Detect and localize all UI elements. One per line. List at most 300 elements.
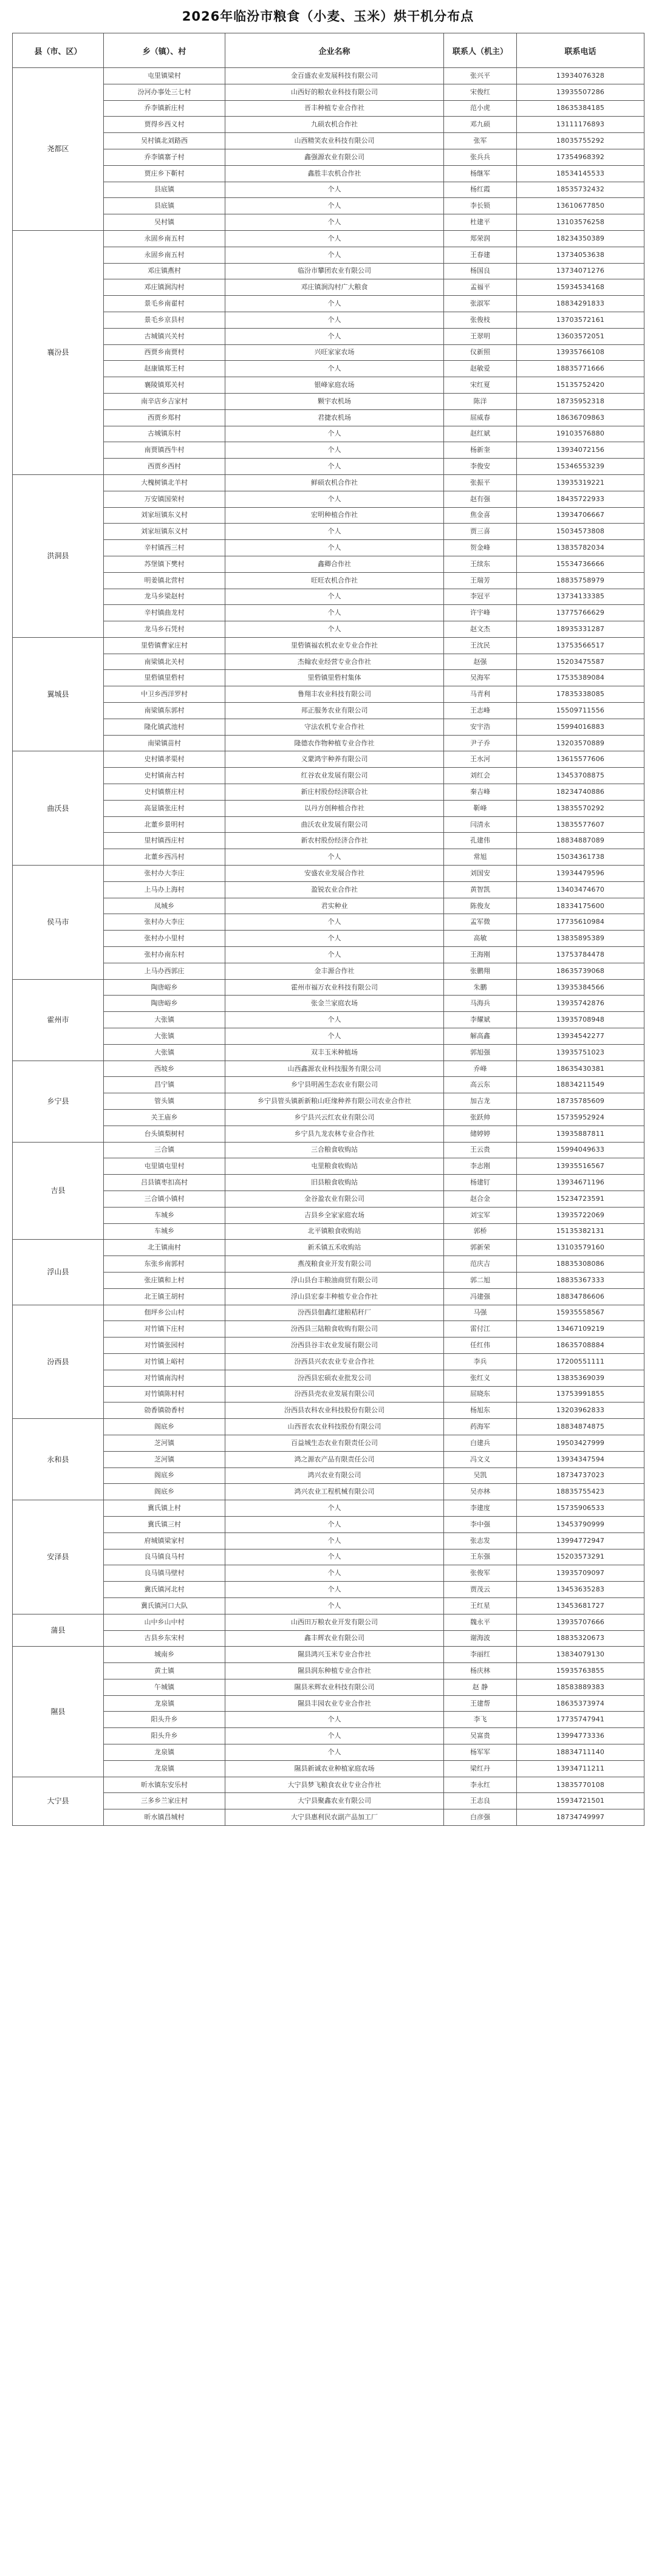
phone-cell: 13935751023 — [517, 1044, 644, 1061]
contact-person-cell: 雷付江 — [444, 1321, 517, 1338]
table-row — [13, 1744, 644, 1761]
township-village-cell: 刘家垣镇东义村 — [104, 507, 225, 524]
table-row — [13, 768, 644, 784]
table-row — [13, 605, 644, 621]
contact-person-cell: 王沈民 — [444, 637, 517, 654]
township-village-cell: 大张镇 — [104, 1028, 225, 1045]
township-village-cell: 关王庙乡 — [104, 1110, 225, 1126]
contact-person-cell: 杨军军 — [444, 1744, 517, 1761]
phone-cell: 15234723591 — [517, 1191, 644, 1207]
table-row — [13, 524, 644, 540]
township-village-cell: 张庄镇和上村 — [104, 1272, 225, 1288]
phone-cell: 13834079130 — [517, 1647, 644, 1663]
phone-cell: 13994772947 — [517, 1532, 644, 1549]
township-village-cell: 高显镇张庄村 — [104, 800, 225, 816]
enterprise-name-cell: 个人 — [225, 459, 444, 475]
contact-person-cell: 尹子乔 — [444, 735, 517, 751]
table-row — [13, 491, 644, 507]
phone-cell: 18735952318 — [517, 393, 644, 409]
table-row — [13, 426, 644, 442]
table-row — [13, 1338, 644, 1354]
phone-cell: 18636709863 — [517, 409, 644, 426]
enterprise-name-cell: 双丰玉米种植场 — [225, 1044, 444, 1061]
enterprise-name-cell: 汾西县谷丰农业发展有限公司 — [225, 1338, 444, 1354]
contact-person-cell: 魏永平 — [444, 1614, 517, 1630]
phone-cell: 13615577606 — [517, 751, 644, 768]
phone-cell: 18583889383 — [517, 1679, 644, 1695]
table-row — [13, 1500, 644, 1517]
phone-cell: 13467109219 — [517, 1321, 644, 1338]
contact-person-cell: 王水河 — [444, 751, 517, 768]
enterprise-name-cell: 守法农机专业合作社 — [225, 719, 444, 735]
enterprise-name-cell: 个人 — [225, 328, 444, 344]
phone-cell: 13934072156 — [517, 442, 644, 459]
phone-cell: 13111176893 — [517, 117, 644, 133]
phone-cell: 13934711211 — [517, 1760, 644, 1777]
header-row — [13, 33, 644, 68]
phone-cell: 13994773336 — [517, 1728, 644, 1744]
header-enterprise-name: 企业名称 — [225, 33, 444, 68]
county-cell: 吉县 — [13, 1142, 104, 1240]
table-row — [13, 182, 644, 198]
contact-person-cell: 郭新荣 — [444, 1240, 517, 1256]
township-village-cell: 三合镇小镇村 — [104, 1191, 225, 1207]
enterprise-name-cell: 汾西县壳农业发展有限公司 — [225, 1386, 444, 1402]
phone-cell: 13453635283 — [517, 1582, 644, 1598]
township-village-cell: 三合镇 — [104, 1142, 225, 1158]
enterprise-name-cell: 邓庄镇涧沟村广大粮食 — [225, 279, 444, 296]
phone-cell: 18334175600 — [517, 898, 644, 914]
contact-person-cell: 张鹏翔 — [444, 963, 517, 979]
township-village-cell: 龙马乡梁赵村 — [104, 589, 225, 605]
county-cell: 永和县 — [13, 1419, 104, 1500]
contact-person-cell: 李志刚 — [444, 1158, 517, 1175]
contact-person-cell: 常旭 — [444, 849, 517, 866]
phone-cell: 17735610984 — [517, 914, 644, 931]
contact-person-cell: 梁红丹 — [444, 1760, 517, 1777]
township-village-cell: 龙泉镇 — [104, 1760, 225, 1777]
enterprise-name-cell: 隰县米辉农业科技有限公司 — [225, 1679, 444, 1695]
contact-person-cell: 闫清永 — [444, 816, 517, 833]
township-village-cell: 昕水镇东安乐村 — [104, 1777, 225, 1793]
contact-person-cell: 马青利 — [444, 686, 517, 703]
phone-cell: 17354968392 — [517, 149, 644, 165]
township-village-cell: 里砦镇里砦村 — [104, 670, 225, 686]
township-village-cell: 对竹镇上峪村 — [104, 1353, 225, 1370]
contact-person-cell: 王志良 — [444, 1793, 517, 1809]
contact-person-cell: 马强 — [444, 1305, 517, 1321]
enterprise-name-cell: 新农村股份经济合作社 — [225, 833, 444, 849]
phone-cell: 13703572161 — [517, 312, 644, 328]
enterprise-name-cell: 个人 — [225, 589, 444, 605]
enterprise-name-cell: 山西晋农农业科技股份有限公司 — [225, 1419, 444, 1435]
table-row — [13, 931, 644, 947]
contact-person-cell: 李耀斌 — [444, 1012, 517, 1028]
contact-person-cell: 李丽红 — [444, 1647, 517, 1663]
table-row — [13, 703, 644, 719]
county-cell: 曲沃县 — [13, 751, 104, 866]
table-row — [13, 1451, 644, 1467]
enterprise-name-cell: 个人 — [225, 947, 444, 963]
township-village-cell: 襄陵镇郑关村 — [104, 377, 225, 394]
table-row — [13, 1256, 644, 1273]
contact-person-cell: 乔峰 — [444, 1061, 517, 1077]
contact-person-cell: 王云贵 — [444, 1142, 517, 1158]
phone-cell: 18635708884 — [517, 1338, 644, 1354]
township-village-cell: 史村镇蔡庄村 — [104, 784, 225, 801]
enterprise-name-cell: 个人 — [225, 1712, 444, 1728]
enterprise-name-cell: 个人 — [225, 1012, 444, 1028]
phone-cell: 18535732432 — [517, 182, 644, 198]
table-row — [13, 1207, 644, 1223]
table-row — [13, 1695, 644, 1712]
enterprise-name-cell: 个人 — [225, 491, 444, 507]
county-cell: 大宁县 — [13, 1777, 104, 1825]
contact-person-cell: 宋红夏 — [444, 377, 517, 394]
township-village-cell: 北董乡景明村 — [104, 816, 225, 833]
enterprise-name-cell: 曲沃农业发展有限公司 — [225, 816, 444, 833]
document-page — [12, 0, 644, 1826]
table-row — [13, 409, 644, 426]
township-village-cell: 冀氏镇上村 — [104, 1500, 225, 1517]
enterprise-name-cell: 霍州市福万农业科技有限公司 — [225, 979, 444, 996]
contact-person-cell: 王翠明 — [444, 328, 517, 344]
township-village-cell: 隆化镇武池村 — [104, 719, 225, 735]
enterprise-name-cell: 以丹方创种植合作社 — [225, 800, 444, 816]
contact-person-cell: 李建度 — [444, 1500, 517, 1517]
enterprise-name-cell: 个人 — [225, 605, 444, 621]
contact-person-cell: 王志峰 — [444, 703, 517, 719]
contact-person-cell: 高敏 — [444, 931, 517, 947]
phone-cell: 18834874875 — [517, 1419, 644, 1435]
table-row — [13, 1110, 644, 1126]
table-row — [13, 1760, 644, 1777]
table-row — [13, 263, 644, 279]
phone-cell: 13835369039 — [517, 1370, 644, 1386]
table-row — [13, 1028, 644, 1045]
contact-person-cell: 张红义 — [444, 1370, 517, 1386]
phone-cell: 13734133385 — [517, 589, 644, 605]
table-row — [13, 654, 644, 670]
phone-cell: 15994049633 — [517, 1142, 644, 1158]
enterprise-name-cell: 隰县润东种植专业合作社 — [225, 1663, 444, 1679]
enterprise-name-cell: 个人 — [225, 214, 444, 231]
phone-cell: 13775766629 — [517, 605, 644, 621]
contact-person-cell: 张振平 — [444, 474, 517, 491]
enterprise-name-cell: 大宁县梦飞粮食农业专业合作社 — [225, 1777, 444, 1793]
contact-person-cell: 张志发 — [444, 1532, 517, 1549]
enterprise-name-cell: 个人 — [225, 230, 444, 247]
phone-cell: 13934671196 — [517, 1175, 644, 1191]
county-cell: 洪洞县 — [13, 474, 104, 637]
township-village-cell: 大张镇 — [104, 1012, 225, 1028]
table-row — [13, 621, 644, 638]
table-row — [13, 247, 644, 263]
enterprise-name-cell: 乡宁县明茜生态农业有限公司 — [225, 1077, 444, 1093]
enterprise-name-cell: 隰县鸿兴玉米专业合作社 — [225, 1647, 444, 1663]
enterprise-name-cell: 屯里粮食收购站 — [225, 1158, 444, 1175]
phone-cell: 13935516567 — [517, 1158, 644, 1175]
enterprise-name-cell: 个人 — [225, 247, 444, 263]
phone-cell: 13753784478 — [517, 947, 644, 963]
township-village-cell: 乔李镇新庄村 — [104, 100, 225, 117]
phone-cell: 17735747941 — [517, 1712, 644, 1728]
phone-cell: 18735785609 — [517, 1093, 644, 1110]
phone-cell: 13835570292 — [517, 800, 644, 816]
phone-cell: 18835758979 — [517, 572, 644, 589]
township-village-cell: 辛村镇曲龙村 — [104, 605, 225, 621]
table-row — [13, 914, 644, 931]
contact-person-cell: 高云东 — [444, 1077, 517, 1093]
township-village-cell: 乔李镇寨子村 — [104, 149, 225, 165]
header-county: 县（市、区） — [13, 33, 104, 68]
contact-person-cell: 杨旭东 — [444, 1402, 517, 1419]
township-village-cell: 陶唐峪乡 — [104, 979, 225, 996]
township-village-cell: 北王镇南村 — [104, 1240, 225, 1256]
township-village-cell: 史村镇南古村 — [104, 768, 225, 784]
contact-person-cell: 贾三喜 — [444, 524, 517, 540]
township-village-cell: 张村办南东村 — [104, 947, 225, 963]
township-village-cell: 阳头升乡 — [104, 1712, 225, 1728]
phone-cell: 19503427999 — [517, 1435, 644, 1451]
table-row — [13, 1272, 644, 1288]
county-cell: 蒲县 — [13, 1614, 104, 1647]
phone-cell: 13835895389 — [517, 931, 644, 947]
township-village-cell: 龙泉镇 — [104, 1744, 225, 1761]
table-row — [13, 442, 644, 459]
township-village-cell: 张村办大李庄 — [104, 914, 225, 931]
enterprise-name-cell: 旺旺农机合作社 — [225, 572, 444, 589]
township-village-cell: 北王镇王胡村 — [104, 1288, 225, 1305]
township-village-cell: 山中乡山中村 — [104, 1614, 225, 1630]
table-body — [13, 68, 644, 1826]
township-village-cell: 古城镇兴关村 — [104, 328, 225, 344]
township-village-cell: 古城镇东村 — [104, 426, 225, 442]
township-village-cell: 贾庄乡下靳村 — [104, 165, 225, 182]
enterprise-name-cell: 个人 — [225, 1565, 444, 1582]
township-village-cell: 上马办西郭庄 — [104, 963, 225, 979]
contact-person-cell: 靳峰 — [444, 800, 517, 816]
enterprise-name-cell: 安盛农业发展合作社 — [225, 866, 444, 882]
contact-person-cell: 赵强 — [444, 654, 517, 670]
enterprise-name-cell: 盈锐农业合作社 — [225, 881, 444, 898]
phone-cell: 13935707666 — [517, 1614, 644, 1630]
table-row — [13, 198, 644, 214]
phone-cell: 15034573808 — [517, 524, 644, 540]
phone-cell: 13403474670 — [517, 881, 644, 898]
phone-cell: 19103576880 — [517, 426, 644, 442]
table-row — [13, 947, 644, 963]
township-village-cell: 良马镇马壁村 — [104, 1565, 225, 1582]
enterprise-name-cell: 鑫胜丰农机合作社 — [225, 165, 444, 182]
table-row — [13, 1370, 644, 1386]
enterprise-name-cell: 北平镇粮食收购站 — [225, 1223, 444, 1240]
phone-cell: 15935763855 — [517, 1663, 644, 1679]
distribution-table — [12, 33, 644, 1826]
contact-person-cell: 李俊安 — [444, 459, 517, 475]
enterprise-name-cell: 燕茂粮食业开发有限公司 — [225, 1256, 444, 1273]
contact-person-cell: 吴亦林 — [444, 1484, 517, 1500]
contact-person-cell: 贺金峰 — [444, 540, 517, 556]
enterprise-name-cell: 金百盛农业发展科技有限公司 — [225, 68, 444, 84]
enterprise-name-cell: 隆德农作物种植专业合作社 — [225, 735, 444, 751]
table-row — [13, 849, 644, 866]
enterprise-name-cell: 汾西县宏硕农业批发公司 — [225, 1370, 444, 1386]
township-village-cell: 西贾乡南贾村 — [104, 344, 225, 361]
phone-cell: 18935331287 — [517, 621, 644, 638]
phone-cell: 18835320673 — [517, 1630, 644, 1647]
table-row — [13, 1353, 644, 1370]
phone-cell: 15934721501 — [517, 1793, 644, 1809]
table-row — [13, 996, 644, 1012]
table-row — [13, 344, 644, 361]
table-row — [13, 1777, 644, 1793]
township-village-cell: 阁底乡 — [104, 1467, 225, 1484]
township-village-cell: 张村办小里村 — [104, 931, 225, 947]
table-row — [13, 459, 644, 475]
township-village-cell: 南梁镇苗村 — [104, 735, 225, 751]
contact-person-cell: 黄智凯 — [444, 881, 517, 898]
enterprise-name-cell: 邦正服务农业有限公司 — [225, 703, 444, 719]
enterprise-name-cell: 鲜硕农机合作社 — [225, 474, 444, 491]
table-row — [13, 800, 644, 816]
contact-person-cell: 范小虎 — [444, 100, 517, 117]
table-row — [13, 784, 644, 801]
phone-cell: 18835308086 — [517, 1256, 644, 1273]
table-row — [13, 133, 644, 149]
township-village-cell: 凤城乡 — [104, 898, 225, 914]
township-village-cell: 车城乡 — [104, 1207, 225, 1223]
township-village-cell: 里村镇西庄村 — [104, 833, 225, 849]
township-village-cell: 阳头升乡 — [104, 1728, 225, 1744]
township-village-cell: 赵康镇郑王村 — [104, 361, 225, 377]
contact-person-cell: 冯建强 — [444, 1288, 517, 1305]
contact-person-cell: 吴海军 — [444, 670, 517, 686]
table-row — [13, 881, 644, 898]
township-village-cell: 邓庄镇燕村 — [104, 263, 225, 279]
table-row — [13, 507, 644, 524]
enterprise-name-cell: 山西田万粮农业开发有限公司 — [225, 1614, 444, 1630]
township-village-cell: 台头镇梨树村 — [104, 1126, 225, 1142]
contact-person-cell: 白建兵 — [444, 1435, 517, 1451]
contact-person-cell: 李长锁 — [444, 198, 517, 214]
township-village-cell: 阁底乡 — [104, 1419, 225, 1435]
table-row — [13, 751, 644, 768]
contact-person-cell: 张兴平 — [444, 68, 517, 84]
enterprise-name-cell: 个人 — [225, 198, 444, 214]
contact-person-cell: 赵合金 — [444, 1191, 517, 1207]
contact-person-cell: 杨继军 — [444, 165, 517, 182]
enterprise-name-cell: 隰县丰园农业专业合作社 — [225, 1695, 444, 1712]
county-cell: 襄汾县 — [13, 230, 104, 474]
phone-cell: 13753566517 — [517, 637, 644, 654]
phone-cell: 18835755423 — [517, 1484, 644, 1500]
township-village-cell: 芝河镇 — [104, 1451, 225, 1467]
contact-person-cell: 屈晓东 — [444, 1386, 517, 1402]
county-cell: 霍州市 — [13, 979, 104, 1061]
township-village-cell: 张村办大李庄 — [104, 866, 225, 882]
enterprise-name-cell: 个人 — [225, 1500, 444, 1517]
phone-cell: 13934347594 — [517, 1451, 644, 1467]
enterprise-name-cell: 杰翰农业经营专业合作社 — [225, 654, 444, 670]
contact-person-cell: 吴富贵 — [444, 1728, 517, 1744]
township-village-cell: 贾得乡西义村 — [104, 117, 225, 133]
contact-person-cell: 孟福平 — [444, 279, 517, 296]
table-row — [13, 735, 644, 751]
phone-cell: 18435722933 — [517, 491, 644, 507]
enterprise-name-cell: 临汾市攀团农业有限公司 — [225, 263, 444, 279]
table-row — [13, 589, 644, 605]
township-village-cell: 佃坪乡公山村 — [104, 1305, 225, 1321]
township-village-cell: 南辛店乡吉家村 — [104, 393, 225, 409]
contact-person-cell: 吴凯 — [444, 1467, 517, 1484]
header-township-village: 乡（镇）、村 — [104, 33, 225, 68]
contact-person-cell: 焦金喜 — [444, 507, 517, 524]
table-row — [13, 1582, 644, 1598]
township-village-cell: 史村镇孝渠村 — [104, 751, 225, 768]
enterprise-name-cell: 兴旺家家农场 — [225, 344, 444, 361]
township-village-cell: 西贾乡西村 — [104, 459, 225, 475]
enterprise-name-cell: 君捷农机场 — [225, 409, 444, 426]
phone-cell: 18834887089 — [517, 833, 644, 849]
table-row — [13, 377, 644, 394]
township-village-cell: 龙马乡石凭村 — [104, 621, 225, 638]
township-village-cell: 车城乡 — [104, 1223, 225, 1240]
township-village-cell: 景毛乡京县村 — [104, 312, 225, 328]
phone-cell: 15935558567 — [517, 1305, 644, 1321]
phone-cell: 15994016883 — [517, 719, 644, 735]
enterprise-name-cell: 金谷盈农业有限公司 — [225, 1191, 444, 1207]
contact-person-cell: 杜建平 — [444, 214, 517, 231]
table-row — [13, 686, 644, 703]
enterprise-name-cell: 鑫强源农业有限公司 — [225, 149, 444, 165]
township-village-cell: 屯里镇屯里村 — [104, 1158, 225, 1175]
township-village-cell: 辛村镇西三村 — [104, 540, 225, 556]
enterprise-name-cell: 个人 — [225, 1582, 444, 1598]
contact-person-cell: 张军 — [444, 133, 517, 149]
phone-cell: 13835782034 — [517, 540, 644, 556]
table-row — [13, 117, 644, 133]
county-cell: 乡宁县 — [13, 1061, 104, 1142]
phone-cell: 17835338085 — [517, 686, 644, 703]
table-row — [13, 1712, 644, 1728]
phone-cell: 13934706667 — [517, 507, 644, 524]
enterprise-name-cell: 个人 — [225, 1028, 444, 1045]
enterprise-name-cell: 个人 — [225, 361, 444, 377]
table-row — [13, 963, 644, 979]
enterprise-name-cell: 个人 — [225, 442, 444, 459]
phone-cell: 18635384185 — [517, 100, 644, 117]
phone-cell: 18534145533 — [517, 165, 644, 182]
enterprise-name-cell: 汾西县三陆粮食收购有限公司 — [225, 1321, 444, 1338]
header-phone: 联系电话 — [517, 33, 644, 68]
contact-person-cell: 贾茂云 — [444, 1582, 517, 1598]
contact-person-cell: 李冠平 — [444, 589, 517, 605]
table-row — [13, 979, 644, 996]
table-row — [13, 84, 644, 100]
phone-cell: 13734053638 — [517, 247, 644, 263]
contact-person-cell: 王建帮 — [444, 1695, 517, 1712]
township-village-cell: 陶唐峪乡 — [104, 996, 225, 1012]
phone-cell: 15203475587 — [517, 654, 644, 670]
enterprise-name-cell: 鸿兴农业工程机械有限公司 — [225, 1484, 444, 1500]
contact-person-cell: 王东强 — [444, 1549, 517, 1565]
phone-cell: 18035755292 — [517, 133, 644, 149]
phone-cell: 15135752420 — [517, 377, 644, 394]
table-row — [13, 1240, 644, 1256]
township-village-cell: 古县乡东宋村 — [104, 1630, 225, 1647]
phone-cell: 13835770108 — [517, 1777, 644, 1793]
